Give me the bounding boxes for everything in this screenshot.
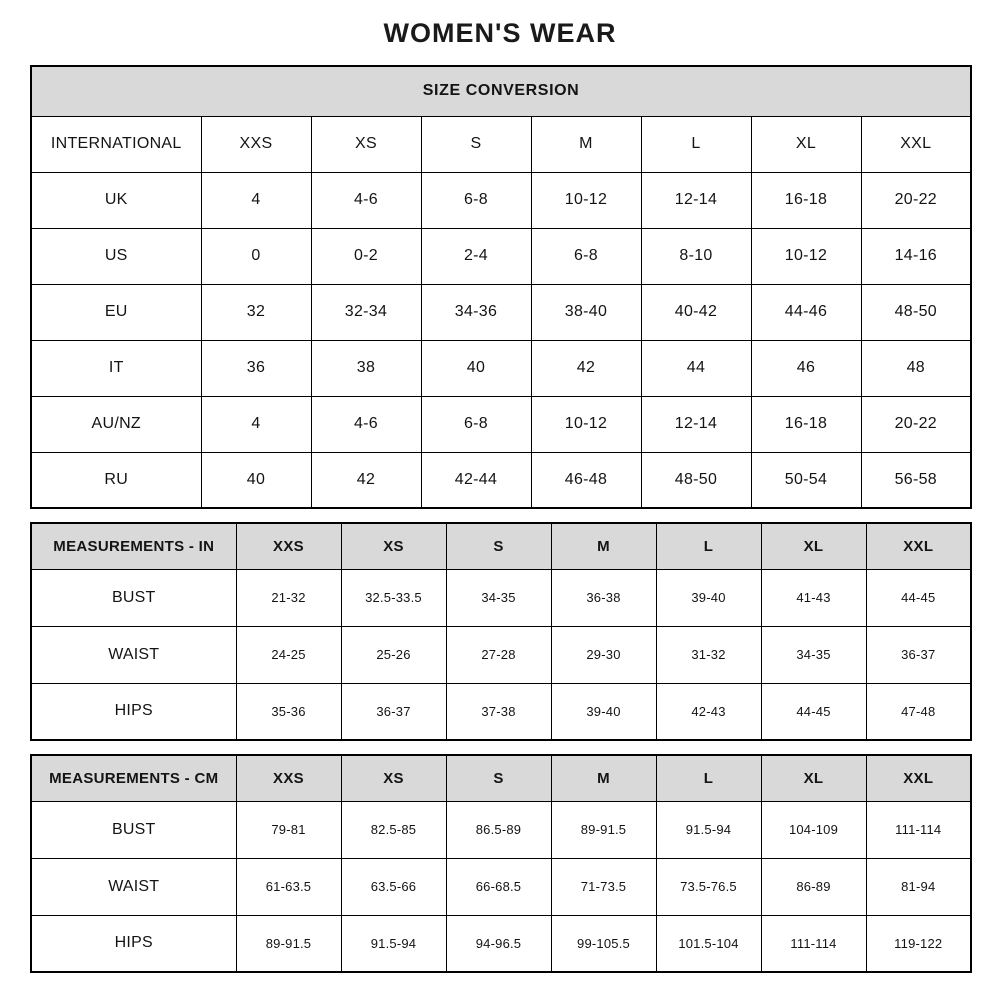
row-label: WAIST [31,626,236,683]
value-cell: 36 [201,340,311,396]
row-label-header: MEASUREMENTS - CM [31,755,236,801]
value-cell: 31-32 [656,626,761,683]
value-cell: 0-2 [311,228,421,284]
value-cell: 94-96.5 [446,915,551,972]
value-cell: 16-18 [751,396,861,452]
value-cell: 37-38 [446,683,551,740]
value-cell: 35-36 [236,683,341,740]
row-label: UK [31,172,201,228]
row-label: US [31,228,201,284]
size-column-header: XS [311,116,421,172]
value-cell: 86-89 [761,858,866,915]
value-cell: 91.5-94 [341,915,446,972]
value-cell: 36-37 [866,626,971,683]
value-cell: 40 [201,452,311,508]
row-label: IT [31,340,201,396]
size-column-header: XL [761,755,866,801]
row-label: RU [31,452,201,508]
value-cell: 81-94 [866,858,971,915]
value-cell: 40 [421,340,531,396]
row-label-header: INTERNATIONAL [31,116,201,172]
row-label: HIPS [31,683,236,740]
value-cell: 39-40 [551,683,656,740]
table-row [31,858,971,915]
value-cell: 32 [201,284,311,340]
value-cell: 20-22 [861,172,971,228]
value-cell: 25-26 [341,626,446,683]
measurements-in-header-row [31,523,971,569]
value-cell: 20-22 [861,396,971,452]
value-cell: 48-50 [641,452,751,508]
value-cell: 36-38 [551,569,656,626]
size-column-header: XL [761,523,866,569]
size-column-header: M [551,755,656,801]
value-cell: 50-54 [751,452,861,508]
value-cell: 99-105.5 [551,915,656,972]
value-cell: 42 [531,340,641,396]
size-column-header: L [656,523,761,569]
size-conversion-band-row [31,66,971,116]
size-column-header: XS [341,755,446,801]
measurements-in-table [30,522,972,741]
value-cell: 4 [201,396,311,452]
size-column-header: XXS [201,116,311,172]
value-cell: 42 [311,452,421,508]
table-row [31,228,971,284]
value-cell: 56-58 [861,452,971,508]
size-conversion-header-row [31,116,971,172]
value-cell: 12-14 [641,172,751,228]
value-cell: 47-48 [866,683,971,740]
value-cell: 6-8 [531,228,641,284]
value-cell: 42-43 [656,683,761,740]
value-cell: 8-10 [641,228,751,284]
size-column-header: XXS [236,523,341,569]
value-cell: 101.5-104 [656,915,761,972]
value-cell: 38-40 [531,284,641,340]
size-conversion-title: SIZE CONVERSION [31,66,971,116]
table-row [31,396,971,452]
row-label: AU/NZ [31,396,201,452]
value-cell: 24-25 [236,626,341,683]
value-cell: 10-12 [531,172,641,228]
size-column-header: S [446,523,551,569]
value-cell: 91.5-94 [656,801,761,858]
value-cell: 10-12 [751,228,861,284]
value-cell: 73.5-76.5 [656,858,761,915]
value-cell: 44-46 [751,284,861,340]
value-cell: 27-28 [446,626,551,683]
value-cell: 44-45 [866,569,971,626]
value-cell: 48-50 [861,284,971,340]
size-column-header: XXL [866,523,971,569]
measurements-cm-table [30,754,972,973]
size-column-header: S [446,755,551,801]
value-cell: 111-114 [866,801,971,858]
value-cell: 111-114 [761,915,866,972]
measurements-cm-header-row [31,755,971,801]
value-cell: 2-4 [421,228,531,284]
value-cell: 71-73.5 [551,858,656,915]
size-column-header: XXS [236,755,341,801]
table-row [31,915,971,972]
value-cell: 89-91.5 [236,915,341,972]
value-cell: 34-35 [446,569,551,626]
value-cell: 6-8 [421,172,531,228]
value-cell: 46-48 [531,452,641,508]
table-row [31,452,971,508]
size-column-header: XXL [866,755,971,801]
value-cell: 48 [861,340,971,396]
value-cell: 4 [201,172,311,228]
page-title: WOMEN'S WEAR [383,18,617,48]
table-row [31,172,971,228]
value-cell: 32-34 [311,284,421,340]
value-cell: 119-122 [866,915,971,972]
size-column-header: M [551,523,656,569]
row-label: BUST [31,801,236,858]
value-cell: 46 [751,340,861,396]
value-cell: 63.5-66 [341,858,446,915]
value-cell: 44-45 [761,683,866,740]
row-label: EU [31,284,201,340]
value-cell: 38 [311,340,421,396]
value-cell: 29-30 [551,626,656,683]
value-cell: 16-18 [751,172,861,228]
value-cell: 4-6 [311,172,421,228]
value-cell: 12-14 [641,396,751,452]
value-cell: 10-12 [531,396,641,452]
table-row [31,569,971,626]
size-column-header: L [656,755,761,801]
value-cell: 82.5-85 [341,801,446,858]
value-cell: 61-63.5 [236,858,341,915]
value-cell: 4-6 [311,396,421,452]
value-cell: 34-36 [421,284,531,340]
row-label: WAIST [31,858,236,915]
table-row [31,626,971,683]
value-cell: 36-37 [341,683,446,740]
value-cell: 40-42 [641,284,751,340]
value-cell: 6-8 [421,396,531,452]
value-cell: 44 [641,340,751,396]
value-cell: 32.5-33.5 [341,569,446,626]
size-column-header: S [421,116,531,172]
size-conversion-table [30,65,972,509]
row-label: BUST [31,569,236,626]
value-cell: 42-44 [421,452,531,508]
value-cell: 14-16 [861,228,971,284]
value-cell: 86.5-89 [446,801,551,858]
value-cell: 66-68.5 [446,858,551,915]
value-cell: 21-32 [236,569,341,626]
value-cell: 79-81 [236,801,341,858]
value-cell: 34-35 [761,626,866,683]
row-label: HIPS [31,915,236,972]
size-column-header: XXL [861,116,971,172]
value-cell: 0 [201,228,311,284]
value-cell: 104-109 [761,801,866,858]
table-row [31,340,971,396]
table-row [31,284,971,340]
table-row [31,683,971,740]
value-cell: 89-91.5 [551,801,656,858]
table-row [31,801,971,858]
size-column-header: L [641,116,751,172]
size-column-header: M [531,116,641,172]
size-column-header: XS [341,523,446,569]
value-cell: 41-43 [761,569,866,626]
row-label-header: MEASUREMENTS - IN [31,523,236,569]
value-cell: 39-40 [656,569,761,626]
size-column-header: XL [751,116,861,172]
